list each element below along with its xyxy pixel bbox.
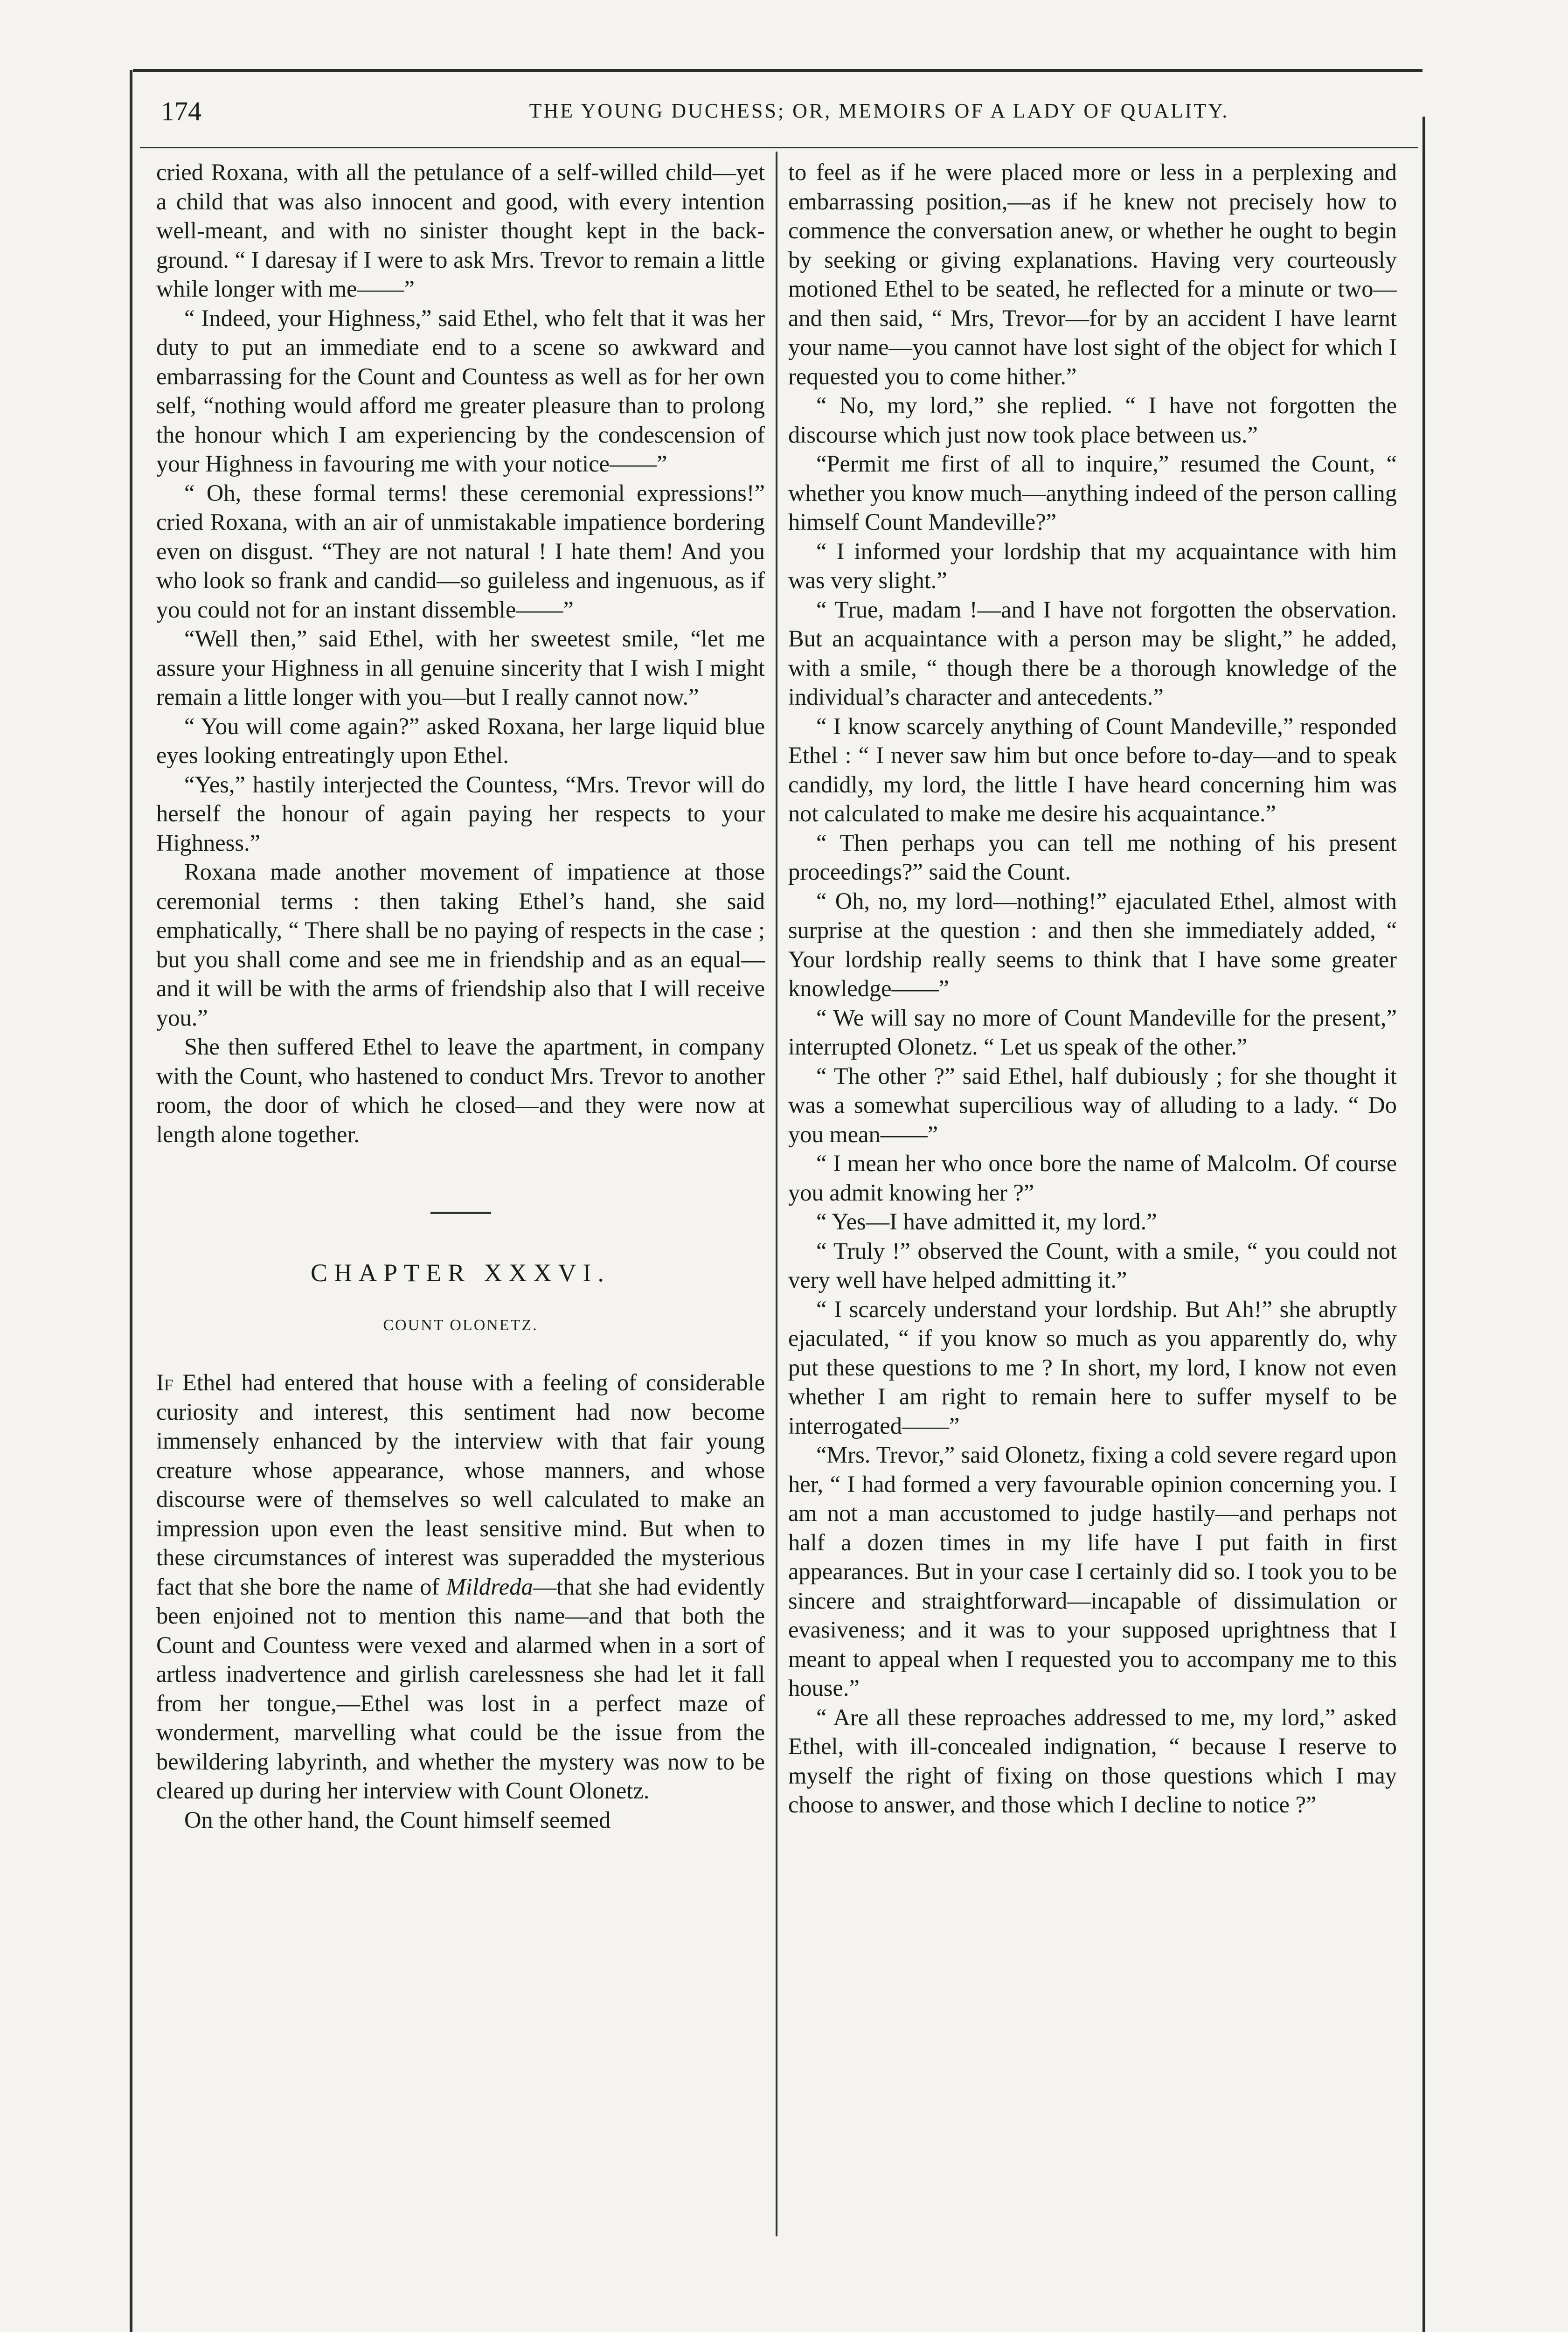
paragraph: to feel as if he were placed more or less in a perplexing and embarrassing position,—as if he knew not precisely how to commence the conversation anew, or whether he ought to begin by seeking or giving explanations. Having very courteously motioned Ethel to be seated, he reflected for a minute or two—and then said, “ Mrs, Trevor—for by an accident I have learnt your name—you cannot have lost sight of the object for which I requested you to come hither.” [788, 159, 1397, 389]
top-border-rule [133, 69, 1422, 72]
paragraph: She then suffered Ethel to leave the apartment, in company with the Count, who hastened to conduct Mrs. Trevor to another room, the door of which he closed—and they were now at length alone together. [156, 1034, 765, 1147]
italic-name: Mildreda [446, 1573, 533, 1600]
chapter-heading: CHAPTER XXXVI. [310, 1259, 611, 1287]
paragraph: “Mrs. Trevor,” said Olonetz, fixing a cold severe regard upon her, “ I had formed a very favourable opinion concerning you. I am not a man accustomed to judge hastily—and perhaps not half a dozen times in my life have I put faith in first appearances. But in your case I certainly did so. I took you to be sincere and straightforward—incapable of dissimulation or evasiveness; and it was to your supposed uprightness that I meant to appeal when I requested you to accompany me to this house.” [788, 1442, 1397, 1701]
paragraph: “ The other ?” said Ethel, half dubiously ; for she thought it was a somewhat supercilious way of alluding to a lady. “ Do you mean——” [788, 1062, 1397, 1147]
paragraph: “ Indeed, your Highness,” said Ethel, who felt that it was her duty to put an immediate end to a scene so awkward and embarrassing for the Count and Countess as well as for her own self, “nothing would afford me greater pleasure than to prolong the honour which I am experiencing by the condescension of your Highness in favouring me with your notice——” [156, 305, 765, 477]
paragraph: “Well then,” said Ethel, with her sweetest smile, “let me assure your Highness in all genuine sincerity that I wish I might remain a little longer with you—but I really cannot now.” [156, 625, 765, 710]
paragraph: “ Oh, no, my lord—nothing!” ejaculated Ethel, almost with surprise at the question : and then she immediately added, “ Your lordship really seems to think that I have some greater knowledge——” [788, 888, 1397, 1001]
paragraph: “ Oh, these formal terms! these ceremonial expressions!” cried Roxana, with an air of unmistakable impatience bordering even on disgust. “They are not natural ! I hate them! And you who look so frank and candid—so guileless and ingenuous, as if you could not for an instant dissemble——” [156, 479, 765, 623]
paragraph: “ Yes—I have admitted it, my lord.” [816, 1208, 1157, 1235]
paragraph: “ You will come again?” asked Roxana, her large liquid blue eyes looking entreatingly upon Ethel. [156, 713, 765, 768]
left-column [156, 158, 765, 1834]
paragraph: “ We will say no more of Count Mandeville for the present,” interrupted Olonetz. “ Let us speak of the other.” [788, 1004, 1397, 1060]
chapter-opening-paragraph [156, 1368, 765, 1805]
paragraph: “ I know scarcely anything of Count Mandeville,” responded Ethel : “ I never saw him but once before to-day—and to speak candidly, my lord, the little I have heard concerning him was not calculated to make me desire his acquaintance.” [788, 713, 1397, 826]
right-column [788, 158, 1397, 1819]
paragraph: “ I scarcely understand your lordship. But Ah!” she abruptly ejaculated, “ if you know so much as you apparently do, why put these questions to me ? In short, my lord, I know not even whether I am right to remain here to suffer myself to be interrogated——” [788, 1296, 1397, 1439]
header-rule [140, 147, 1418, 148]
right-border-rule [1422, 117, 1425, 2332]
paragraph: On the other hand, the Count himself seemed [184, 1806, 611, 1833]
paragraph: “ I informed your lordship that my acquaintance with him was very slight.” [788, 538, 1397, 593]
paragraph: “ No, my lord,” she replied. “ I have not forgotten the discourse which just now took place between us.” [788, 392, 1397, 448]
running-head: THE YOUNG DUCHESS; OR, MEMOIRS OF A LADY OF QUALITY. [529, 99, 1229, 122]
paragraph: cried Roxana, with all the petulance of a self-willed child—yet a child that was also innocent and good, with every intention well-meant, and with no sinister thought kept in the back-ground. “ I daresay if I were to ask Mrs. Trevor to remain a little while longer with me——” [156, 159, 765, 302]
paragraph: “Yes,” hastily interjected the Countess, “Mrs. Trevor will do herself the honour of again paying her respects to your Highness.” [156, 771, 765, 856]
column-divider [776, 152, 777, 2236]
chapter-title: COUNT OLONETZ. [383, 1316, 538, 1334]
opening-word: If [156, 1369, 173, 1395]
paragraph: “ Are all these reproaches addressed to me, my lord,” asked Ethel, with ill-concealed indignation, “ because I reserve to myself the right of fixing on those questions which I may choose to answer, and those which I decline to notice ?” [788, 1704, 1397, 1818]
opening-text: Ethel had entered that house with a feeling of considerable curiosity and interest, this sentiment had now become immensely enhanced by the interview with that fair young creature whose appearance, whose manners, and whose discourse were of themselves so well calculated to make an impression upon even the least sensitive mind. But when to these circumstances of interest was superadded the mysterious fact that she bore the name of [156, 1369, 765, 1600]
paragraph: “ I mean her who once bore the name of Malcolm. Of course you admit knowing her ?” [788, 1150, 1397, 1206]
chapter-divider-rule [430, 1212, 491, 1214]
page-number: 174 [161, 96, 201, 126]
paragraph: “ Truly !” observed the Count, with a smile, “ you could not very well have helped admitting it.” [788, 1237, 1397, 1293]
left-border-rule [130, 70, 132, 2332]
paragraph: “ Then perhaps you can tell me nothing of his present proceedings?” said the Count. [788, 829, 1397, 885]
opening-text-end: —that she had evidently been enjoined not to mention this name—and that both the Count and Countess were vexed and alarmed when in a sort of artless inadvertence and girlish carelessness she had let it fall from her tongue,—Ethel was lost in a perfect maze of wonderment, marvelling what could be the issue from the bewildering labyrinth, and whether the mystery was now to be cleared up during her interview with Count Olonetz. [156, 1573, 765, 1804]
paragraph: “ True, madam !—and I have not forgotten the observation. But an acquaintance with a person may be slight,” he added, with a smile, “ though there be a thorough knowledge of the individual’s character and antecedents.” [788, 596, 1397, 710]
paragraph: Roxana made another movement of impatience at those ceremonial terms : then taking Ethel’s hand, she said emphatically, “ There shall be no paying of respects in the case ; but you shall come and see me in friendship and as an equal—and it will be with the arms of friendship also that I will receive you.” [156, 859, 765, 1031]
paragraph: “Permit me first of all to inquire,” resumed the Count, “ whether you know much—anything indeed of the person calling himself Count Mandeville?” [788, 451, 1397, 535]
